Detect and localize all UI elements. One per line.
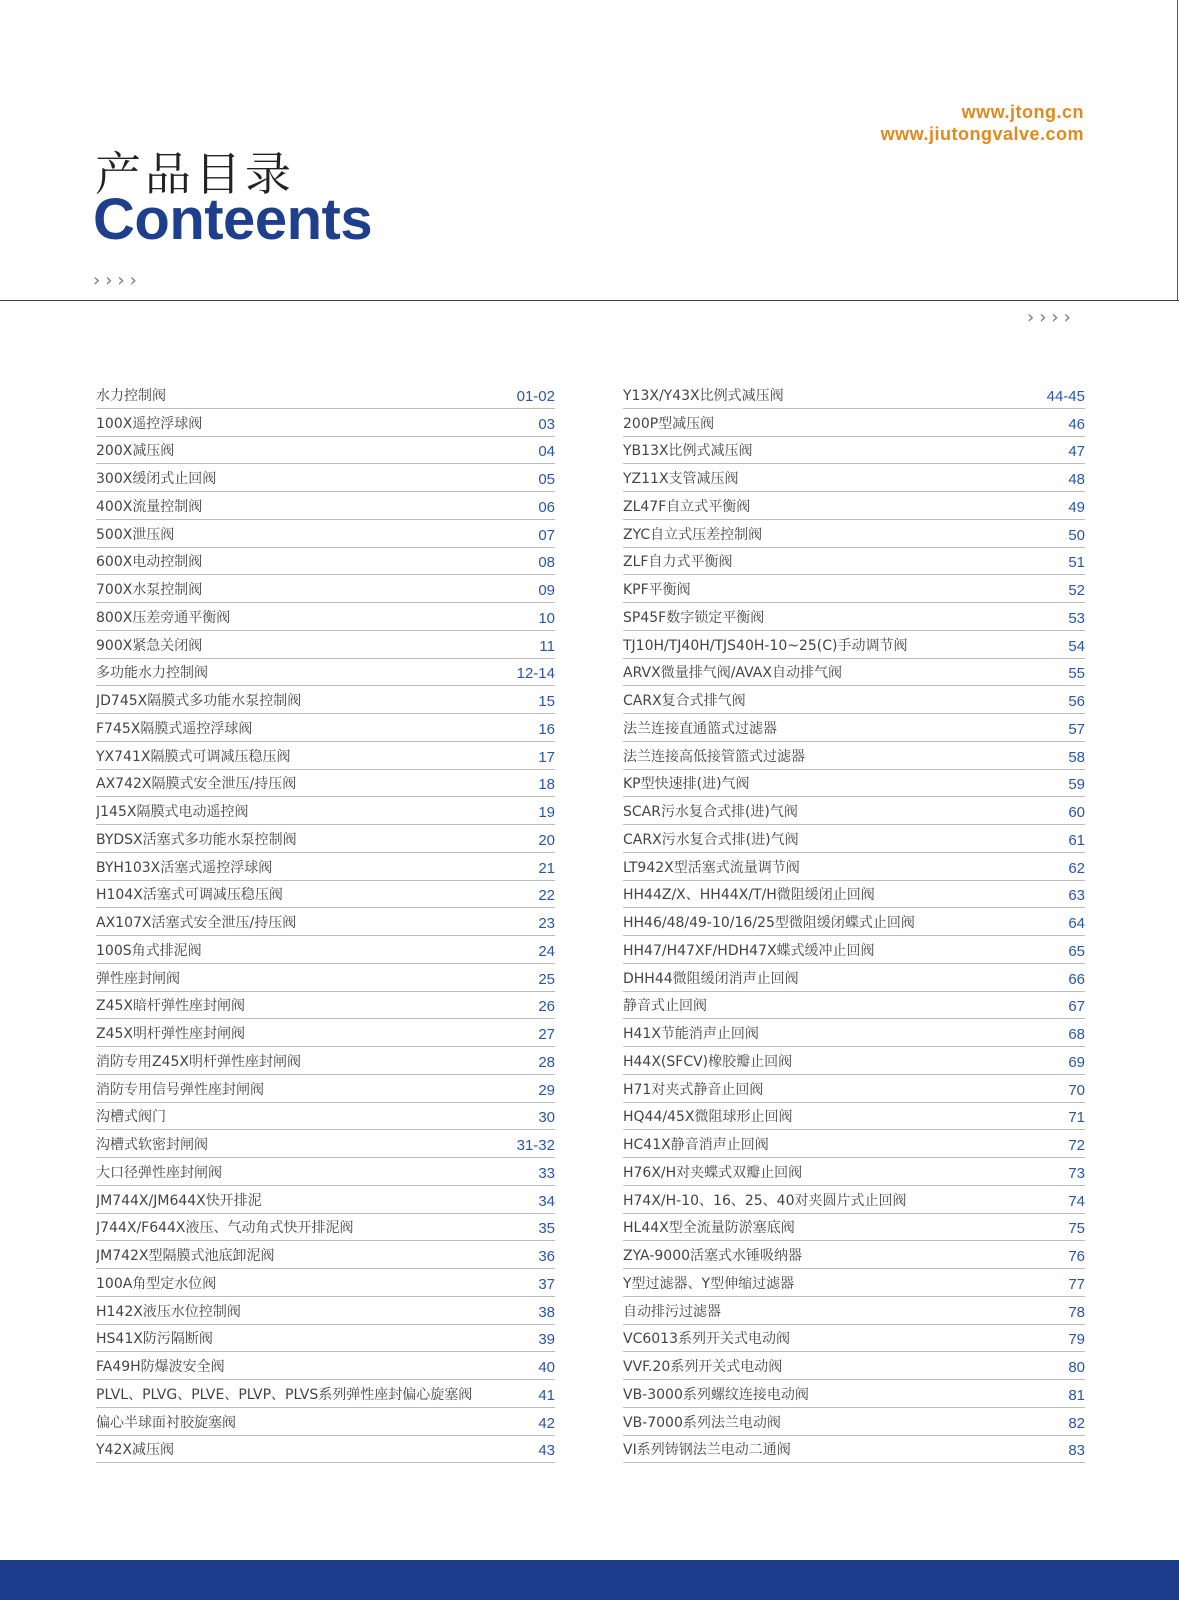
toc-entry-page: 51 — [1068, 554, 1085, 572]
toc-entry-title: YX741X隔膜式可调减压稳压阀 — [96, 748, 291, 765]
toc-entry-page: 72 — [1068, 1137, 1085, 1154]
toc-entry-title: PLVL、PLVG、PLVE、PLVP、PLVS系列弹性座封偏心旋塞阀 — [96, 1386, 473, 1403]
toc-entry-title: H71对夹式静音止回阀 — [623, 1081, 764, 1098]
toc-entry-page: 42 — [538, 1414, 555, 1432]
toc-entry-title: JM744X/JM644X快开排泥 — [96, 1192, 262, 1209]
toc-column-left — [96, 381, 555, 1463]
toc-entry-title: 自动排污过滤器 — [623, 1303, 721, 1320]
toc-entry-page: 46 — [1068, 415, 1085, 433]
toc-entry-title: BYH103X活塞式遥控浮球阀 — [96, 859, 273, 876]
toc-entry-page: 59 — [1068, 776, 1085, 794]
website-url-secondary[interactable]: www.jiutongvalve.com — [880, 124, 1084, 144]
toc-entry[interactable] — [623, 853, 1085, 881]
website-url-primary[interactable]: www.jtong.cn — [961, 102, 1084, 122]
toc-entry[interactable] — [623, 437, 1085, 465]
toc-entry-page: 53 — [1068, 609, 1085, 627]
toc-entry-title: 500X泄压阀 — [96, 526, 175, 543]
toc-entry[interactable] — [623, 548, 1085, 576]
toc-entry-page: 10 — [538, 609, 555, 627]
toc-entry[interactable] — [96, 1269, 555, 1297]
toc-entry-title: ARVX微量排气阀/AVAX自动排气阀 — [623, 665, 842, 682]
toc-entry-page: 26 — [538, 998, 555, 1016]
toc-entry-title: 法兰连接高低接管篮式过滤器 — [623, 748, 805, 765]
toc-entry-page: 19 — [538, 804, 555, 821]
toc-entry[interactable] — [623, 1186, 1085, 1214]
toc-entry-page: 22 — [538, 887, 555, 905]
toc-entry-title: H142X液压水位控制阀 — [96, 1303, 241, 1320]
toc-entry-title: HH46/48/49-10/16/25型微阻缓闭蝶式止回阀 — [623, 915, 915, 931]
toc-entry-title: ZYA-9000活塞式水锤吸纳器 — [623, 1248, 803, 1264]
toc-entry-title: ZLF自力式平衡阀 — [623, 554, 733, 571]
toc-entry[interactable] — [96, 409, 555, 437]
toc-entry-title: H76X/H对夹蝶式双瓣止回阀 — [623, 1164, 803, 1181]
toc-entry[interactable] — [623, 825, 1085, 853]
toc-entry-title: VVF.20系列开关式电动阀 — [623, 1359, 783, 1375]
toc-entry-page: 37 — [538, 1275, 555, 1293]
toc-entry-title: CARX污水复合式排(进)气阀 — [623, 831, 799, 848]
toc-entry-title: 100A角型定水位阀 — [96, 1275, 217, 1292]
toc-entry-page: 83 — [1068, 1442, 1085, 1460]
toc-entry[interactable] — [96, 1436, 555, 1464]
toc-entry-page: 55 — [1068, 665, 1085, 683]
toc-entry-title: YB13X比例式减压阀 — [623, 443, 753, 460]
toc-entry-title: CARX复合式排气阀 — [623, 693, 746, 709]
toc-entry-page: 38 — [538, 1303, 555, 1321]
toc-entry-title: 100S角式排泥阀 — [96, 942, 202, 959]
toc-entry-page: 74 — [1068, 1192, 1085, 1210]
toc-entry-title: HH47/H47XF/HDH47X蝶式缓冲止回阀 — [623, 942, 875, 959]
toc-entry-title: 300X缓闭式止回阀 — [96, 471, 217, 487]
toc-entry-page: 25 — [538, 970, 555, 988]
toc-entry-title: SCAR污水复合式排(进)气阀 — [623, 804, 798, 820]
toc-entry-title: 900X紧急关闭阀 — [96, 637, 203, 654]
toc-entry-page: 44-45 — [1046, 387, 1085, 405]
toc-entry[interactable] — [96, 381, 555, 409]
toc-entry-page: 57 — [1068, 720, 1085, 738]
toc-entry-title: AX107X活塞式安全泄压/持压阀 — [96, 915, 297, 931]
toc-entry-title: Y42X减压阀 — [96, 1442, 174, 1459]
toc-entry[interactable] — [623, 1047, 1085, 1075]
toc-entry[interactable] — [96, 437, 555, 465]
toc-entry[interactable] — [96, 881, 555, 909]
toc-entry[interactable] — [96, 1297, 555, 1325]
toc-entry[interactable] — [623, 381, 1085, 409]
toc-entry[interactable] — [96, 770, 555, 798]
toc-entry-title: J744X/F644X液压、气动角式快开排泥阀 — [96, 1220, 354, 1237]
toc-entry[interactable] — [623, 881, 1085, 909]
toc-entry-title: 弹性座封闸阀 — [96, 970, 180, 987]
toc-column-right — [623, 381, 1085, 1463]
toc-entry-title: LT942X型活塞式流量调节阀 — [623, 859, 800, 876]
toc-entry-title: HL44X型全流量防淤塞底阀 — [623, 1220, 795, 1237]
toc-entry[interactable] — [96, 853, 555, 881]
toc-entry-page: 62 — [1068, 859, 1085, 877]
toc-entry-title: H104X活塞式可调减压稳压阀 — [96, 887, 283, 904]
toc-entry-page: 65 — [1068, 942, 1085, 960]
toc-entry[interactable] — [96, 714, 555, 742]
toc-entry-title: HH44Z/X、HH44X/T/H微阻缓闭止回阀 — [623, 887, 875, 904]
toc-entry-page: 01-02 — [516, 387, 555, 405]
toc-entry-page: 68 — [1068, 1026, 1085, 1043]
page-edge-line — [1177, 0, 1178, 300]
toc-entry[interactable] — [623, 1408, 1085, 1436]
toc-entry[interactable] — [623, 603, 1085, 631]
toc-entry-page: 18 — [538, 776, 555, 794]
toc-entry-page: 50 — [1068, 526, 1085, 544]
toc-entry-page: 81 — [1068, 1386, 1085, 1404]
toc-entry-title: 200X减压阀 — [96, 443, 175, 460]
toc-entry-page: 52 — [1068, 582, 1085, 599]
toc-entry[interactable] — [96, 464, 555, 492]
toc-entry[interactable] — [96, 797, 555, 825]
toc-entry-page: 76 — [1068, 1248, 1085, 1265]
toc-entry-page: 64 — [1068, 915, 1085, 932]
toc-entry[interactable] — [96, 1380, 555, 1408]
toc-entry[interactable] — [96, 603, 555, 631]
toc-entry-page: 21 — [538, 859, 555, 877]
toc-entry-page: 82 — [1068, 1414, 1085, 1432]
toc-entry-page: 60 — [1068, 804, 1085, 821]
toc-entry[interactable] — [623, 631, 1085, 659]
toc-entry[interactable] — [96, 520, 555, 548]
toc-entry-page: 69 — [1068, 1053, 1085, 1071]
toc-entry-title: HS41X防污隔断阀 — [96, 1331, 213, 1348]
toc-entry[interactable] — [623, 1352, 1085, 1380]
toc-entry[interactable] — [623, 1241, 1085, 1269]
toc-entry[interactable] — [96, 686, 555, 714]
toc-entry[interactable] — [623, 936, 1085, 964]
toc-entry[interactable] — [623, 1019, 1085, 1047]
toc-entry-title: 消防专用Z45X明杆弹性座封闸阀 — [96, 1053, 301, 1070]
toc-entry-page: 04 — [538, 443, 555, 461]
toc-entry[interactable] — [96, 1047, 555, 1075]
toc-entry[interactable] — [623, 742, 1085, 770]
toc-entry-title: 沟槽式软密封闸阀 — [96, 1137, 208, 1153]
toc-entry-page: 11 — [539, 637, 555, 655]
toc-entry-title: 法兰连接直通篮式过滤器 — [623, 720, 777, 737]
toc-entry[interactable] — [623, 714, 1085, 742]
toc-entry-page: 09 — [538, 582, 555, 599]
toc-entry-title: HC41X静音消声止回阀 — [623, 1137, 769, 1153]
toc-entry-page: 15 — [538, 693, 555, 710]
toc-entry-page: 70 — [1068, 1081, 1085, 1099]
toc-entry-page: 35 — [538, 1220, 555, 1238]
toc-entry-title: KP型快速排(进)气阀 — [623, 776, 750, 793]
toc-entry[interactable] — [96, 825, 555, 853]
toc-entry-title: VI系列铸钢法兰电动二通阀 — [623, 1442, 791, 1459]
toc-entry[interactable] — [96, 1408, 555, 1436]
toc-entry-page: 12-14 — [516, 665, 555, 683]
footer-bar — [0, 1560, 1179, 1600]
toc-entry[interactable] — [96, 1352, 555, 1380]
chevrons-right-icon: ›››› — [1027, 307, 1076, 328]
toc-entry[interactable] — [96, 964, 555, 992]
toc-entry[interactable] — [96, 1130, 555, 1158]
chevrons-left-icon: ›››› — [93, 270, 142, 291]
toc-entry[interactable] — [623, 1297, 1085, 1325]
toc-entry[interactable] — [623, 797, 1085, 825]
toc-entry-title: 600X电动控制阀 — [96, 554, 203, 571]
toc-entry[interactable] — [623, 964, 1085, 992]
toc-entry-title: AX742X隔膜式安全泄压/持压阀 — [96, 776, 297, 793]
toc-entry-title: 大口径弹性座封闸阀 — [96, 1164, 222, 1181]
toc-entry-title: J145X隔膜式电动遥控阀 — [96, 804, 249, 820]
toc-entry-title: H74X/H-10、16、25、40对夹圆片式止回阀 — [623, 1192, 907, 1209]
toc-entry-title: 多功能水力控制阀 — [96, 665, 208, 682]
toc-entry-page: 03 — [538, 415, 555, 433]
toc-entry[interactable] — [623, 1269, 1085, 1297]
toc-entry[interactable] — [96, 908, 555, 936]
toc-entry[interactable] — [623, 1214, 1085, 1242]
toc-entry-title: DHH44微阻缓闭消声止回阀 — [623, 970, 799, 987]
toc-entry-page: 49 — [1068, 498, 1085, 516]
toc-entry-page: 31-32 — [516, 1137, 555, 1154]
toc-entry[interactable] — [623, 1103, 1085, 1131]
toc-entry[interactable] — [623, 1158, 1085, 1186]
toc-entry[interactable] — [623, 1380, 1085, 1408]
toc-entry[interactable] — [96, 1241, 555, 1269]
toc-entry[interactable] — [96, 492, 555, 520]
toc-entry-title: H44X(SFCV)橡胶瓣止回阀 — [623, 1053, 793, 1070]
toc-entry[interactable] — [623, 686, 1085, 714]
toc-entry-page: 78 — [1068, 1303, 1085, 1321]
toc-entry-page: 20 — [538, 831, 555, 849]
toc-entry-title: BYDSX活塞式多功能水泵控制阀 — [96, 831, 297, 848]
toc-entry-page: 17 — [538, 748, 555, 766]
toc-entry-title: 400X流量控制阀 — [96, 498, 203, 515]
toc-entry-title: VB-7000系列法兰电动阀 — [623, 1414, 781, 1431]
toc-entry-page: 67 — [1068, 998, 1085, 1016]
toc-entry-title: 静音式止回阀 — [623, 998, 707, 1015]
toc-entry[interactable] — [96, 631, 555, 659]
toc-entry[interactable] — [96, 992, 555, 1020]
page-title-chinese: 产品目录 — [95, 147, 295, 201]
toc-entry[interactable] — [96, 1186, 555, 1214]
toc-entry-page: 05 — [538, 471, 555, 488]
header-divider — [0, 300, 1179, 301]
toc-entry-title: Y型过滤器、Y型伸缩过滤器 — [623, 1275, 795, 1292]
toc-entry[interactable] — [96, 548, 555, 576]
toc-entry-page: 28 — [538, 1053, 555, 1071]
toc-entry-title: FA49H防爆波安全阀 — [96, 1359, 225, 1375]
toc-entry-page: 33 — [538, 1164, 555, 1182]
toc-entry-page: 16 — [538, 720, 555, 738]
toc-entry[interactable] — [623, 1436, 1085, 1464]
toc-entry-page: 47 — [1068, 443, 1085, 461]
toc-entry-page: 27 — [538, 1026, 555, 1043]
toc-entry-title: SP45F数字锁定平衡阀 — [623, 609, 765, 626]
toc-entry-page: 43 — [538, 1442, 555, 1460]
toc-entry-title: 偏心半球面衬胶旋塞阀 — [96, 1414, 236, 1431]
toc-entry-title: Z45X暗杆弹性座封闸阀 — [96, 998, 245, 1015]
toc-entry-page: 23 — [538, 915, 555, 932]
toc-entry[interactable] — [623, 659, 1085, 687]
toc-entry-title: 700X水泵控制阀 — [96, 582, 203, 598]
toc-entry-page: 08 — [538, 554, 555, 572]
toc-entry-page: 71 — [1068, 1109, 1085, 1127]
page-title-english: Conteents — [93, 187, 373, 252]
toc-entry-title: F745X隔膜式遥控浮球阀 — [96, 720, 253, 737]
toc-entry-title: HQ44/45X微阻球形止回阀 — [623, 1109, 793, 1126]
toc-entry-title: 消防专用信号弹性座封闸阀 — [96, 1081, 264, 1098]
toc-entry-title: ZL47F自立式平衡阀 — [623, 498, 751, 515]
toc-entry[interactable] — [623, 520, 1085, 548]
toc-entry-page: 24 — [538, 942, 555, 960]
toc-entry-title: KPF平衡阀 — [623, 582, 691, 598]
toc-entry-page: 58 — [1068, 748, 1085, 766]
toc-entry-title: JM742X型隔膜式池底卸泥阀 — [96, 1248, 275, 1264]
toc-entry[interactable] — [623, 464, 1085, 492]
toc-entry-page: 06 — [538, 498, 555, 516]
toc-entry[interactable] — [96, 1214, 555, 1242]
toc-entry[interactable] — [623, 1325, 1085, 1353]
toc-entry-page: 07 — [538, 526, 555, 544]
toc-entry-page: 41 — [538, 1386, 555, 1404]
toc-entry-page: 48 — [1068, 471, 1085, 488]
toc-entry-title: TJ10H/TJ40H/TJS40H-10~25(C)手动调节阀 — [623, 637, 908, 654]
toc-entry[interactable] — [623, 992, 1085, 1020]
toc-entry-title: YZ11X支管减压阀 — [623, 471, 739, 487]
toc-entry[interactable] — [623, 575, 1085, 603]
toc-entry-title: ZYC自立式压差控制阀 — [623, 526, 763, 543]
toc-entry[interactable] — [623, 908, 1085, 936]
toc-entry-page: 77 — [1068, 1275, 1085, 1293]
toc-entry-page: 75 — [1068, 1220, 1085, 1238]
toc-entry-title: VC6013系列开关式电动阀 — [623, 1331, 790, 1348]
toc-entry[interactable] — [96, 1158, 555, 1186]
toc-entry[interactable] — [623, 1075, 1085, 1103]
toc-entry[interactable] — [96, 575, 555, 603]
toc-entry-page: 29 — [538, 1081, 555, 1099]
toc-entry[interactable] — [96, 1325, 555, 1353]
toc-entry-title: 100X遥控浮球阀 — [96, 415, 203, 432]
toc-entry[interactable] — [96, 936, 555, 964]
toc-entry-page: 36 — [538, 1248, 555, 1265]
toc-entry[interactable] — [623, 1130, 1085, 1158]
toc-entry-page: 80 — [1068, 1359, 1085, 1376]
toc-entry-title: Y13X/Y43X比例式减压阀 — [623, 387, 784, 404]
toc-entry-page: 54 — [1068, 637, 1085, 655]
toc-entry[interactable] — [623, 409, 1085, 437]
toc-entry[interactable] — [96, 1103, 555, 1131]
toc-entry-title: JD745X隔膜式多功能水泵控制阀 — [96, 693, 302, 709]
toc-entry-title: Z45X明杆弹性座封闸阀 — [96, 1026, 245, 1042]
toc-entry[interactable] — [96, 1019, 555, 1047]
toc-entry-title: 水力控制阀 — [96, 387, 166, 404]
toc-entry-page: 73 — [1068, 1164, 1085, 1182]
toc-entry[interactable] — [96, 1075, 555, 1103]
toc-entry-page: 61 — [1068, 831, 1085, 849]
toc-entry-title: VB-3000系列螺纹连接电动阀 — [623, 1386, 809, 1403]
toc-entry[interactable] — [96, 742, 555, 770]
toc-entry-page: 63 — [1068, 887, 1085, 905]
toc-entry-page: 34 — [538, 1192, 555, 1210]
toc-entry[interactable] — [623, 492, 1085, 520]
toc-entry-title: 沟槽式阀门 — [96, 1109, 166, 1126]
toc-entry-page: 40 — [538, 1359, 555, 1376]
toc-entry-title: 800X压差旁通平衡阀 — [96, 609, 231, 626]
toc-entry-title: H41X节能消声止回阀 — [623, 1026, 759, 1042]
toc-entry-page: 56 — [1068, 693, 1085, 710]
toc-entry[interactable] — [623, 770, 1085, 798]
toc-entry[interactable] — [96, 659, 555, 687]
toc-entry-page: 39 — [538, 1331, 555, 1349]
toc-entry-title: 200P型减压阀 — [623, 415, 715, 432]
toc-entry-page: 66 — [1068, 970, 1085, 988]
toc-entry-page: 79 — [1068, 1331, 1085, 1349]
toc-entry-page: 30 — [538, 1109, 555, 1127]
